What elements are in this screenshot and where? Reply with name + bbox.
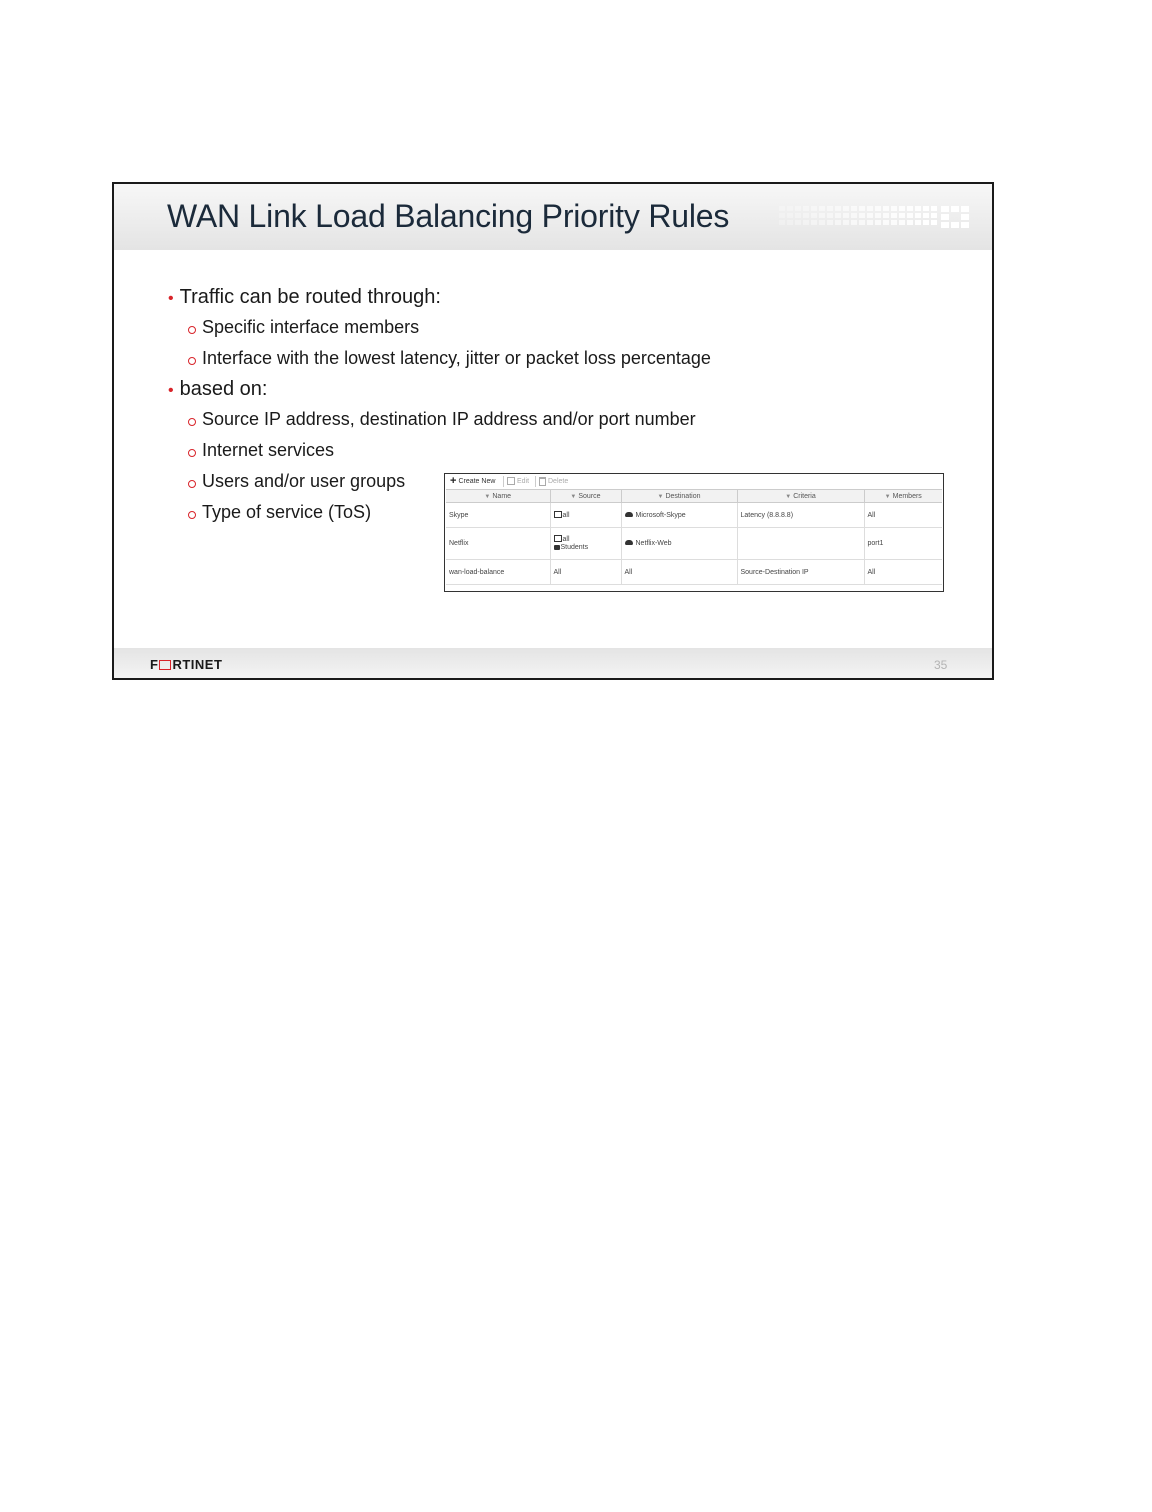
- table-row[interactable]: [446, 503, 942, 528]
- sdwan-rules-screenshot: [444, 473, 944, 592]
- column-header-criteria[interactable]: ▼ Criteria: [737, 490, 864, 503]
- bullet-text: Source IP address, destination IP address and/or port number: [202, 409, 696, 429]
- slide: [112, 182, 994, 680]
- edit-label: Edit: [517, 477, 530, 485]
- column-header-source[interactable]: ▼ Source: [550, 490, 621, 503]
- bullet-ring-icon: [188, 418, 196, 426]
- plus-icon: +: [450, 475, 457, 487]
- cell-criteria: [737, 528, 864, 560]
- sub-bullet-item: [168, 343, 711, 374]
- bullet-text: based on:: [179, 378, 268, 400]
- filter-icon: ▼: [657, 493, 664, 500]
- cell-name: Skype: [446, 503, 550, 528]
- bullet-ring-icon: [188, 511, 196, 519]
- cell-members: port1: [864, 528, 942, 560]
- toolbar-divider: [535, 476, 536, 487]
- cell-members: All: [864, 503, 942, 528]
- delete-button[interactable]: [539, 477, 568, 486]
- fortinet-mark-icon: [941, 206, 969, 228]
- fortinet-logo-icon: [159, 660, 171, 670]
- trash-icon: [539, 477, 546, 486]
- bullet-ring-icon: [188, 326, 196, 334]
- bullet-ring-icon: [188, 480, 196, 488]
- sub-bullet-item: [168, 404, 711, 435]
- fortinet-logo: F RTINET: [150, 657, 223, 672]
- slide-title: WAN Link Load Balancing Priority Rules: [167, 198, 730, 234]
- column-header-destination[interactable]: ▼ Destination: [621, 490, 737, 503]
- toolbar-divider: [503, 476, 504, 487]
- cloud-icon: [625, 512, 633, 517]
- bullet-dot-icon: •: [168, 382, 174, 399]
- address-icon: [554, 535, 562, 542]
- bullet-ring-icon: [188, 357, 196, 365]
- filter-icon: ▼: [484, 493, 491, 500]
- table-row[interactable]: [446, 528, 942, 560]
- filter-icon: ▼: [785, 493, 792, 500]
- bullet-item: [168, 282, 711, 312]
- cell-name: wan-load-balance: [446, 560, 550, 585]
- bullet-text: Internet services: [202, 440, 335, 460]
- slide-header: [114, 184, 992, 250]
- column-header-members[interactable]: ▼ Members: [864, 490, 942, 503]
- cloud-icon: [625, 540, 633, 545]
- cell-members: All: [864, 560, 942, 585]
- table-row[interactable]: [446, 560, 942, 585]
- bullet-text: Interface with the lowest latency, jitter or packet loss percentage: [202, 348, 711, 368]
- bullet-text: Type of service (ToS): [202, 502, 372, 522]
- cell-destination: Microsoft-Skype: [621, 503, 737, 528]
- create-new-label: Create New: [458, 477, 496, 485]
- edit-icon: [507, 477, 515, 485]
- filter-icon: ▼: [570, 493, 577, 500]
- rules-toolbar: [445, 474, 943, 489]
- cell-destination: All: [621, 560, 737, 585]
- bullet-ring-icon: [188, 449, 196, 457]
- bullet-item: [168, 374, 711, 404]
- cell-source: all Students: [550, 528, 621, 560]
- cell-source: All: [550, 560, 621, 585]
- edit-button[interactable]: [507, 477, 529, 485]
- dotted-decoration-icon: [779, 204, 939, 230]
- user-group-icon: [554, 545, 560, 550]
- address-icon: [554, 511, 562, 518]
- cell-criteria: Source-Destination IP: [737, 560, 864, 585]
- cell-source: all: [550, 503, 621, 528]
- cell-criteria: Latency (8.8.8.8): [737, 503, 864, 528]
- page-number: 35: [934, 658, 948, 672]
- bullet-text: Users and/or user groups: [202, 471, 406, 491]
- create-new-button[interactable]: [450, 477, 495, 485]
- cell-destination: Netflix-Web: [621, 528, 737, 560]
- bullet-text: Traffic can be routed through:: [179, 286, 441, 308]
- bullet-text: Specific interface members: [202, 317, 420, 337]
- slide-footer: [114, 648, 992, 678]
- filter-icon: ▼: [884, 493, 891, 500]
- sub-bullet-item: [168, 435, 711, 466]
- delete-label: Delete: [548, 478, 569, 485]
- sub-bullet-item: [168, 312, 711, 343]
- rules-table: [446, 489, 942, 585]
- bullet-dot-icon: •: [168, 290, 174, 307]
- table-header-row: [446, 490, 942, 503]
- cell-name: Netflix: [446, 528, 550, 560]
- column-header-name[interactable]: ▼ Name: [446, 490, 550, 503]
